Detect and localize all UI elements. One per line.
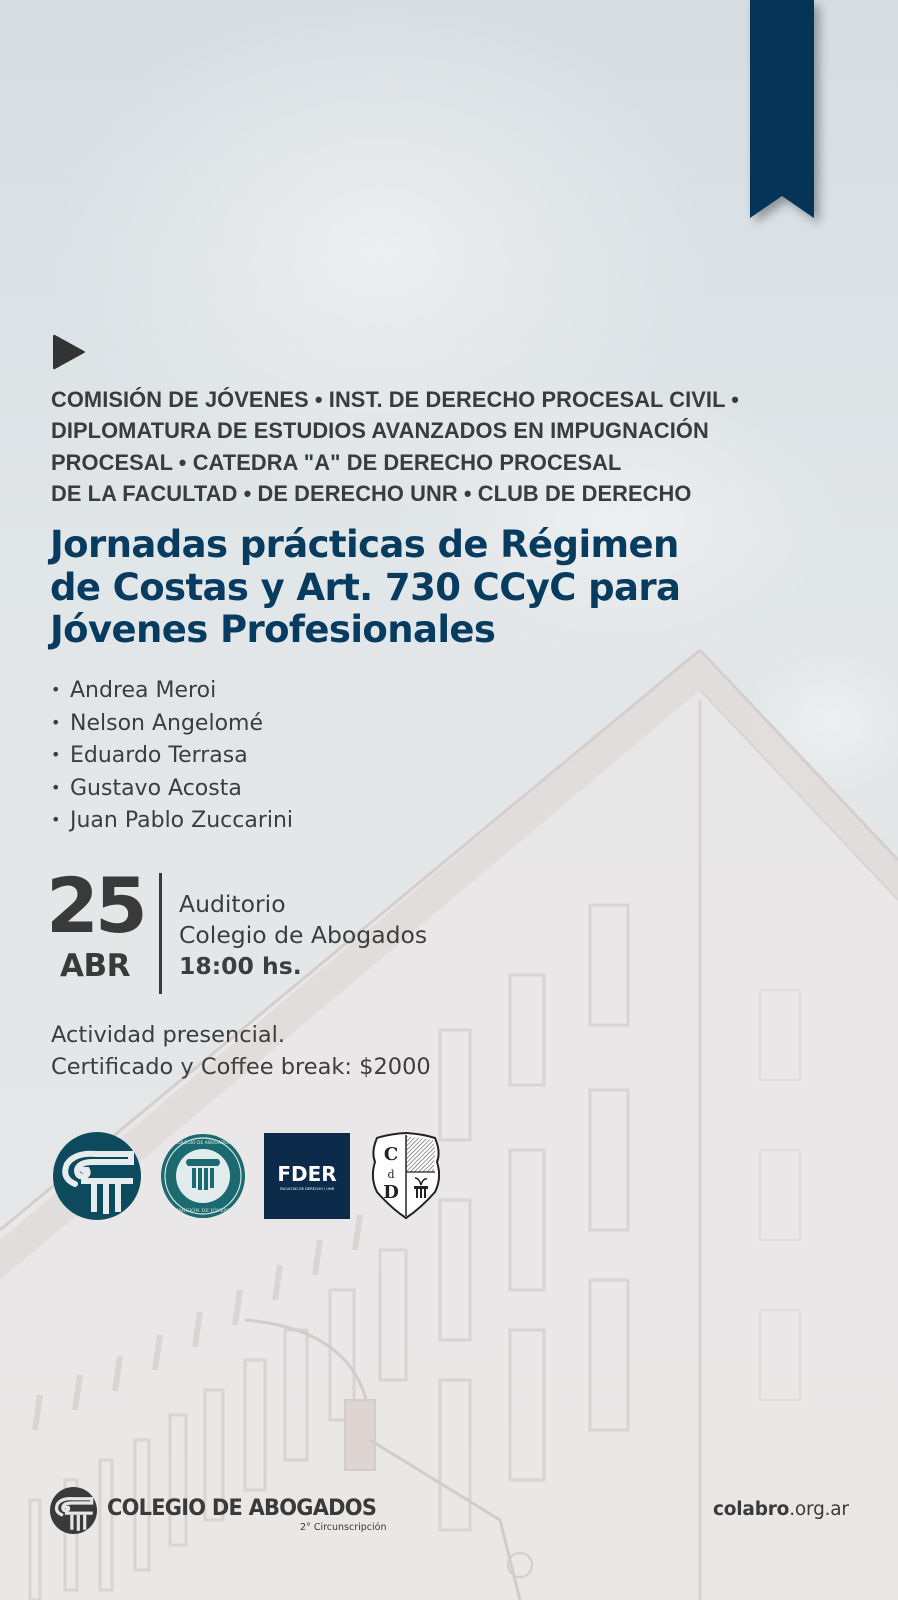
date-divider bbox=[159, 873, 162, 994]
organizers-line: DE LA FACULTAD • DE DERECHO UNR • CLUB DE DERECHO bbox=[51, 481, 692, 507]
comision-de-jovenes-seal bbox=[160, 1132, 246, 1220]
speaker-name: Eduardo Terrasa bbox=[70, 743, 248, 768]
bullet-icon: • bbox=[51, 810, 61, 829]
activity-modality: Actividad presencial. bbox=[51, 1022, 286, 1048]
speaker-item bbox=[51, 772, 293, 805]
footer-org-name: COLEGIO DE ABOGADOS bbox=[107, 1495, 377, 1521]
speaker-item bbox=[51, 674, 293, 707]
svg-text:D: D bbox=[383, 1182, 399, 1203]
shield-icon bbox=[369, 1132, 443, 1220]
bullet-icon: • bbox=[51, 777, 61, 797]
bullet-icon: • bbox=[51, 712, 61, 732]
column-icon bbox=[50, 1487, 97, 1534]
activity-cost: Certificado y Coffee break: $2000 bbox=[51, 1053, 431, 1080]
svg-text:FDER: FDER bbox=[277, 1162, 337, 1186]
colegio-de-abogados-logo bbox=[53, 1132, 141, 1220]
speaker-name: Gustavo Acosta bbox=[70, 775, 242, 801]
svg-text:d: d bbox=[387, 1168, 395, 1181]
activity-details bbox=[51, 1020, 431, 1083]
organizers-line: PROCESAL • CATEDRA "A" DE DERECHO PROCESAL bbox=[51, 449, 622, 475]
website-domain-bold: colabro bbox=[713, 1499, 790, 1520]
event-title bbox=[50, 524, 810, 652]
bullet-icon: • bbox=[51, 680, 61, 699]
venue-line: Colegio de Abogados bbox=[179, 921, 428, 949]
organizers-line: DIPLOMATURA DE ESTUDIOS AVANZADOS EN IMPUGNACIÓN bbox=[51, 418, 709, 444]
date-month: ABR bbox=[60, 948, 130, 984]
club-de-derecho-shield bbox=[369, 1132, 443, 1220]
speakers-list bbox=[51, 674, 293, 837]
venue-line: Auditorio bbox=[179, 890, 286, 918]
organizers-line: COMISIÓN DE JÓVENES • INST. DE DERECHO PROCESAL CIVIL • bbox=[51, 387, 740, 412]
column-icon bbox=[53, 1132, 141, 1220]
speaker-name: Nelson Angelomé bbox=[70, 710, 263, 736]
event-title-line: de Costas y Art. 730 CCyC para bbox=[50, 565, 681, 609]
event-title-line: Jóvenes Profesionales bbox=[50, 608, 496, 651]
speaker-item bbox=[51, 707, 293, 740]
play-icon bbox=[52, 333, 86, 371]
event-title-line: Jornadas prácticas de Régimen bbox=[50, 523, 679, 566]
website-link[interactable] bbox=[713, 1499, 849, 1520]
speaker-item bbox=[51, 739, 293, 772]
svg-text:C: C bbox=[383, 1144, 399, 1165]
date-day: 25 bbox=[46, 861, 144, 950]
svg-text:FACULTAD DE DERECHO I UNR: FACULTAD DE DERECHO I UNR bbox=[279, 1187, 335, 1191]
bullet-icon: • bbox=[51, 745, 61, 764]
svg-text:COLEGIO DE ABOGADOS: COLEGIO DE ABOGADOS bbox=[175, 1141, 231, 1146]
event-date bbox=[46, 861, 144, 986]
website-domain-rest: .org.ar bbox=[789, 1499, 849, 1520]
speaker-item bbox=[51, 804, 293, 837]
speaker-name: Juan Pablo Zuccarini bbox=[70, 808, 294, 833]
event-time: 18:00 hs. bbox=[179, 952, 302, 980]
seal-icon bbox=[160, 1132, 246, 1220]
event-venue bbox=[179, 889, 427, 982]
fder-icon bbox=[264, 1133, 350, 1219]
organizers-header bbox=[51, 384, 856, 510]
speaker-name: Andrea Meroi bbox=[70, 678, 217, 703]
fder-logo bbox=[264, 1133, 350, 1219]
svg-text:COMISIÓN DE JÓVENES: COMISIÓN DE JÓVENES bbox=[170, 1208, 236, 1214]
footer-org-subtitle: 2° Circunscripción bbox=[300, 1522, 387, 1533]
